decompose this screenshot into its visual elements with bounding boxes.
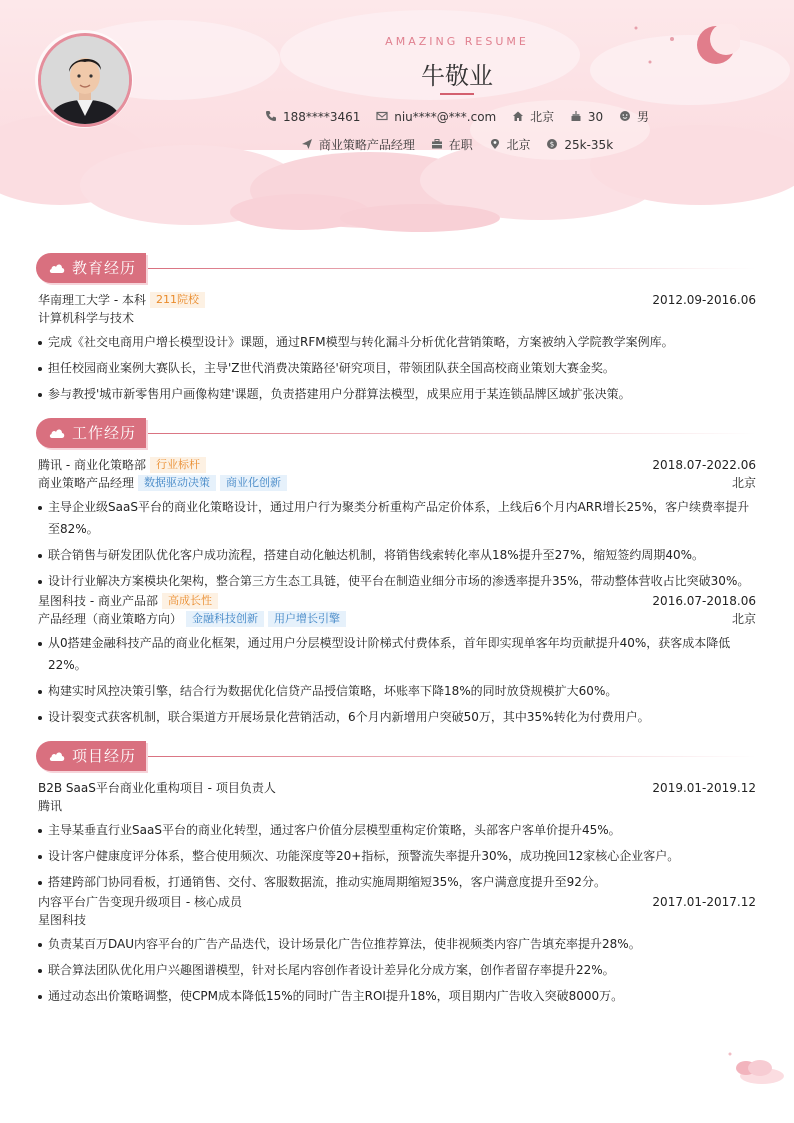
date-range: 2018.07-2022.06 [652,458,756,472]
target-position-item: 商业策略产品经理 [301,136,415,153]
date-range: 2012.09-2016.06 [652,293,756,307]
projects-section-header [36,741,756,773]
company-badge: 高成长性 [162,593,218,609]
section-tag [36,253,146,283]
list-item: 设计客户健康度评分体系，整合使用频次、功能深度等20+指标，预警流失率提升30%，成功挽回12家核心企业客户。 [38,845,756,867]
list-item: 主导企业级SaaS平台的商业化策略设计，通过用户行为聚类分析重构产品定价体系，上线后6个月内ARR增长25%，客户续费率提升至82%。 [38,496,756,540]
project-org: 星图科技 [38,913,87,927]
section-title: 教育经历 [72,259,137,277]
list-item: 主导某垂直行业SaaS平台的商业化转型，通过客户价值分层模型重构定价策略，头部客户客单价提升45%。 [38,819,756,841]
section-divider [148,433,756,434]
bullet-list [38,632,756,728]
section-tag [36,741,146,771]
date-range: 2017.01-2017.12 [652,895,756,909]
phone-item: 188****3461 [265,110,360,124]
company-name: 腾讯 - 商业化策略部 [38,458,146,472]
briefcase-icon [431,138,443,150]
bullet-list [38,933,756,1007]
hometown-item: 北京 [512,108,554,125]
cake-icon [570,110,582,122]
skill-tag: 用户增长引擎 [268,611,346,627]
bullet-list [38,819,756,893]
list-item: 通过动态出价策略调整，使CPM成本降低15%的同时广告主ROI提升18%，项目期内广告收入突破8000万。 [38,985,756,1007]
section-tag [36,418,146,448]
project-entry [38,779,756,893]
candidate-name: 牛敬业 [421,62,493,90]
list-item: 联合算法团队优化用户兴趣图谱模型，针对长尾内容创作者设计差异化分成方案，创作者留存率提升22%。 [38,959,756,981]
work-city: 北京 [731,612,756,626]
project-org: 腾讯 [38,799,63,813]
send-icon [301,138,313,150]
job-title: 产品经理（商业策略方向） [38,612,183,626]
project-name: 内容平台广告变现升级项目 - 核心成员 [38,895,242,909]
company-name: 星图科技 - 商业产品部 [38,594,158,608]
work-section-header [36,418,756,450]
mail-icon [376,110,388,122]
gender-item: 男 [619,108,649,125]
phone-icon [265,110,277,122]
section-title: 项目经历 [72,747,137,765]
list-item: 负责某百万DAU内容平台的广告产品迭代，设计场景化广告位推荐算法，使非视频类内容广告填充率提升28%。 [38,933,756,955]
date-range: 2016.07-2018.06 [652,594,756,608]
work-entry [38,592,756,728]
skill-tag: 商业化创新 [220,475,287,491]
svg-text:$: $ [550,140,555,149]
list-item: 参与教授'城市新零售用户画像构建'课题，负责搭建用户分群算法模型，成果应用于某连锁品牌区域扩张决策。 [38,383,756,405]
cloud-decoration [726,1050,786,1086]
expected-salary-item: $ 25k-35k [546,138,613,152]
age-item: 30 [570,110,603,124]
list-item: 搭建跨部门协同看板，打通销售、交付、客服数据流，推动实施周期缩短35%，客户满意度提升至92分。 [38,871,756,893]
job-status-item: 在职 [431,136,473,153]
school-name: 华南理工大学 - 本科 [38,293,146,307]
work-entry [38,456,756,592]
contact-row [0,108,794,125]
bullet-list [38,496,756,592]
bullet-list [38,331,756,405]
job-intent-row [0,136,794,153]
section-divider [148,756,756,757]
skill-tag: 数据驱动决策 [138,475,216,491]
school-badge: 211院校 [150,292,205,308]
education-section-header [36,253,756,285]
major: 计算机科学与技术 [38,311,135,325]
list-item: 从0搭建金融科技产品的商业化框架，通过用户分层模型设计阶梯式付费体系，首年即实现单客年均贡献提升40%，获客成本降低22%。 [38,632,756,676]
list-item: 完成《社交电商用户增长模型设计》课题，通过RFM模型与转化漏斗分析优化营销策略，方案被纳入学院教学案例库。 [38,331,756,353]
project-name: B2B SaaS平台商业化重构项目 - 项目负责人 [38,781,276,795]
list-item: 联合销售与研发团队优化客户成功流程，搭建自动化触达机制，将销售线索转化率从18%提升至27%，缩短签约周期40%。 [38,544,756,566]
cloud-icon [49,263,65,273]
resume-header [0,0,794,235]
email-item: niu****@***.com [376,110,496,124]
company-badge: 行业标杆 [150,457,206,473]
section-title: 工作经历 [72,424,137,442]
location-pin-icon [489,138,501,150]
work-city: 北京 [731,476,756,490]
list-item: 设计裂变式获客机制，联合渠道方开展场景化营销活动，6个月内新增用户突破50万，其中35%转化为付费用户。 [38,706,756,728]
education-entry [38,291,756,405]
skill-tag: 金融科技创新 [186,611,264,627]
name-underline [440,93,474,95]
cloud-icon [49,751,65,761]
target-city-item: 北京 [489,136,531,153]
list-item: 构建实时风控决策引擎，结合行为数据优化信贷产品授信策略，坏账率下降18%的同时放贷规模扩大60%。 [38,680,756,702]
section-divider [148,268,756,269]
resume-subtitle: AMAZING RESUME [385,35,529,48]
list-item: 担任校园商业案例大赛队长，主导'Z世代消费决策路径'研究项目，带领团队获全国高校商业策划大赛金奖。 [38,357,756,379]
home-icon [512,110,524,122]
job-title: 商业策略产品经理 [38,476,135,490]
cloud-icon [49,428,65,438]
list-item: 设计行业解决方案模块化架构，整合第三方生态工具链，使平台在制造业细分市场的渗透率提升35%，带动整体营收占比突破30%。 [38,570,756,592]
salary-icon [546,138,558,150]
gender-icon [619,110,631,122]
project-entry [38,893,756,1007]
date-range: 2019.01-2019.12 [652,781,756,795]
